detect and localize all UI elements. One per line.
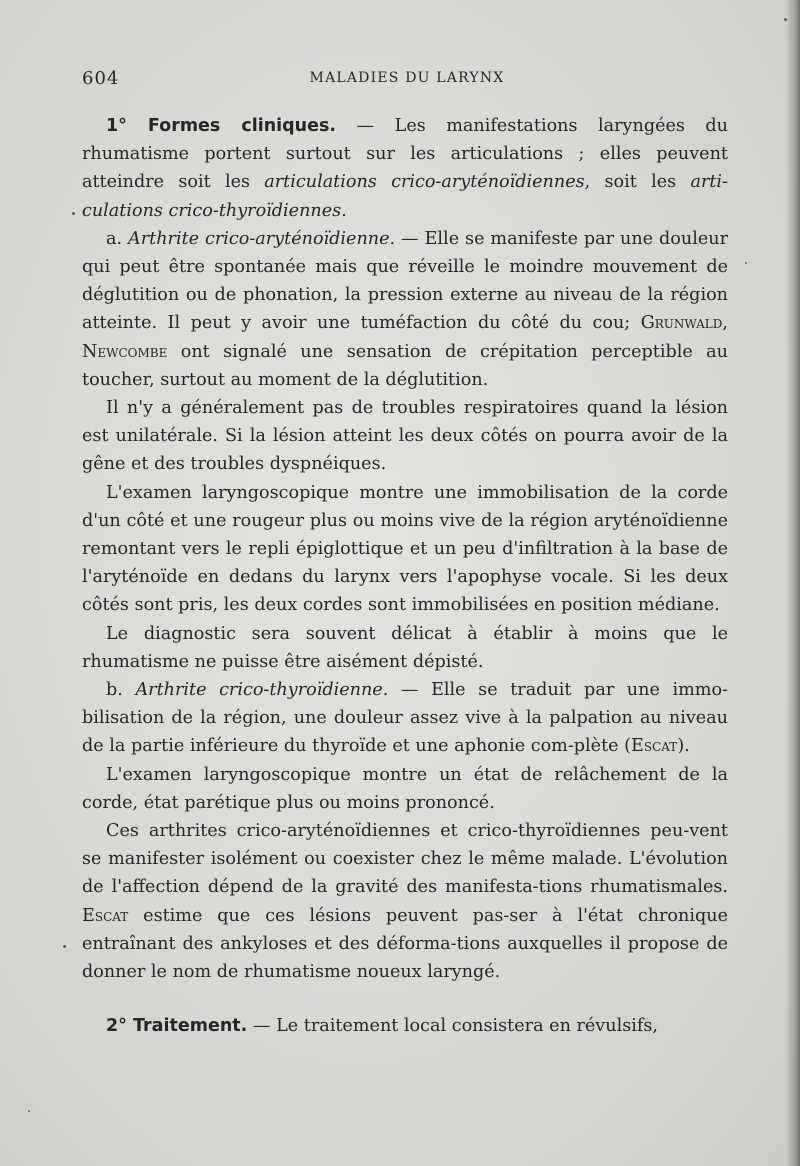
- paragraph-b-text-2: ).: [677, 736, 690, 757]
- section-2-paragraph: [82, 1012, 728, 1040]
- dash: —: [336, 116, 395, 136]
- paragraph-b-title: Arthrite crico-thyroïdienne.: [135, 680, 389, 701]
- section-2-number: 2°: [106, 1016, 127, 1037]
- paper-speck: [745, 262, 747, 264]
- paragraph-a-text-3: ont signalé une sensation de crépitation perceptible au toucher, surtout au moment de la déglutition.: [82, 341, 728, 390]
- page-shadow-edge: [786, 0, 800, 1166]
- section-1-text-b: , soit les: [584, 172, 691, 193]
- author-escat: Escat: [82, 905, 129, 926]
- body-text: [82, 112, 728, 1041]
- paragraph-b-arthrite-crico-thyroidienne: [82, 676, 728, 761]
- paragraph-evolution: [82, 817, 728, 986]
- paragraph-evolution-text-1: Ces arthrites crico-aryténoïdiennes et crico-thyroïdiennes peu-vent se manifester isolément ou coexister chez le même malade. L'évolution de l'affection dépend de la gravité des manifesta-tions rhumatismales.: [82, 821, 728, 898]
- section-1-text-c: .: [341, 200, 347, 221]
- author-grunwald: Grunwald: [640, 313, 723, 334]
- section-2-text: Le traitement local consistera en révulsifs,: [276, 1016, 658, 1037]
- author-escat: Escat: [631, 736, 678, 757]
- italic-term-crico-thyroidiennes: arti-culations crico-thyroïdiennes: [82, 172, 728, 221]
- section-2-heading: [106, 1016, 247, 1036]
- paper-speck: [63, 945, 66, 948]
- paragraph-a-text-1: — Elle se manifeste par une douleur qui peut être spontanée mais que réveille le moindre mouvement de déglutition ou de phonation, la pression externe au niveau de la région atteinte. Il peut y avoir une tuméfaction du côté du cou;: [82, 228, 728, 334]
- section-1-title: Formes cliniques.: [147, 116, 337, 136]
- italic-term-crico-arytenoidiennes: articulations crico-aryténoïdiennes: [264, 172, 585, 193]
- paragraph-a-title: Arthrite crico-aryténoïdienne.: [128, 228, 396, 249]
- page-header: [82, 68, 732, 90]
- section-1-heading: [106, 116, 336, 136]
- author-newcombe: Newcombe: [82, 341, 168, 362]
- paragraph-b-text-1: — Elle se traduit par une immo-bilisation de la région, une douleur assez vive à la palpation au niveau de la partie inférieure du thyroïde et une aphonie com-plète (: [82, 680, 729, 757]
- paragraph-examen-2: L'examen laryngoscopique montre un état de relâchement de la corde, état parétique plus ou moins prononcé.: [82, 764, 728, 813]
- paragraph-dyspnee: Il n'y a généralement pas de troubles respiratoires quand la lésion est unilatérale. Si la lésion atteint les deux côtés on pourra avoir de la gêne et des troubles dyspnéiques.: [82, 398, 728, 475]
- dash: —: [247, 1016, 277, 1037]
- paragraph-a-letter: a.: [106, 228, 123, 249]
- paper-speck: [784, 18, 787, 21]
- paragraph-a-arthrite-crico-arytenoidienne: [82, 225, 728, 394]
- separator: ,: [722, 313, 728, 334]
- section-1-number: 1°: [106, 116, 127, 136]
- paper-speck: [28, 1110, 30, 1112]
- running-title: MALADIES DU LARYNX: [309, 70, 505, 86]
- page-number: 604: [82, 68, 120, 89]
- paper-speck: [72, 212, 75, 215]
- paragraph-evolution-text-2: estime que ces lésions peuvent pas-ser à l'état chronique entraînant des ankyloses et des déforma-tions auxquelles il propose de donner le nom de rhumatisme noueux laryngé.: [82, 905, 728, 983]
- section-1-paragraph: [82, 112, 728, 225]
- section-2-title: Traitement.: [133, 1016, 248, 1037]
- paragraph-examen-1: L'examen laryngoscopique montre une immobilisation de la corde d'un côté et une rougeur plus ou moins vive de la région aryténoïdienne remontant vers le repli épiglottique et un peu d'infiltration à la base de l'aryténoïde en dedans du larynx vers l'apophyse vocale. Si les deux côtés sont pris, les deux cordes sont immobilisées en position médiane.: [82, 482, 728, 616]
- paragraph-b-letter: b.: [106, 680, 123, 701]
- section-1-text-a: Les manifestations laryngées du rhumatisme portent surtout sur les articulations ; elles peuvent atteindre soit les: [82, 116, 729, 193]
- paragraph-diagnostic: Le diagnostic sera souvent délicat à établir à moins que le rhumatisme ne puisse être aisément dépisté.: [82, 623, 728, 672]
